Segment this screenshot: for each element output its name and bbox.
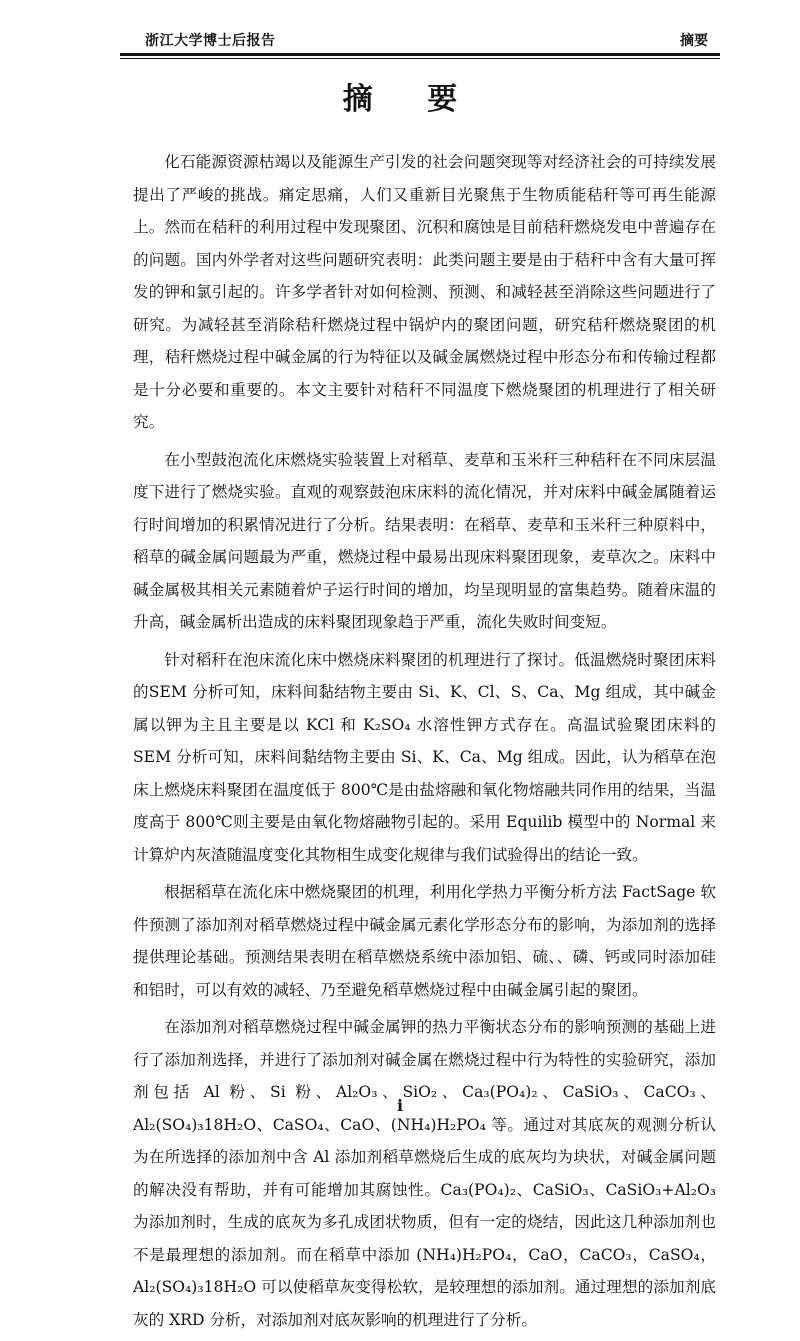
running-header-title: 浙江大学博士后报告 — [145, 33, 276, 49]
page-title: 摘 要 — [342, 82, 480, 117]
abstract-body — [133, 146, 716, 1341]
paragraph-1: 化石能源资源枯竭以及能源生产引发的社会问题突现等对经济社会的可持续发展提出了严峻的挑战。痛定思痛，人们又重新目光聚焦于生物质能秸秆等可再生能源上。然而在秸秆的利用过程中发现聚团、沉积和腐蚀是目前秸秆燃烧发电中普遍存在的问题。国内外学者对这些问题研究表明：此类问题主要是由于秸秆中含有大量可挥发的钾和氯引起的。许多学者针对如何检测、预测、和减轻甚至消除这些问题进行了研究。为减轻甚至消除秸秆燃烧过程中锅炉内的聚团问题，研究秸秆燃烧聚团的机理，秸秆燃烧过程中碱金属的行为特征以及碱金属燃烧过程中形态分布和传输过程都是十分必要和重要的。本文主要针对秸秆不同温度下燃烧聚团的机理进行了相关研究。 — [133, 153, 716, 431]
paragraph-3: 针对稻秆在泡床流化床中燃烧床料聚团的机理进行了探讨。低温燃烧时聚团床料的SEM 分析可知，床料间黏结物主要由 Si、K、Cl、S、Ca、Mg 组成，其中碱金属以钾为主且主要是以 KCl 和 K₂SO₄ 水溶性钾方式存在。高温试验聚团床料的 SEM 分析可知，床料间黏结物主要由 Si、K、Ca、Mg 组成。因此，认为稻草在泡床上燃烧床料聚团在温度低于 800℃是由盐熔融和氧化物熔融共同作用的结果，当温度高于 800℃则主要是由氧化物熔融物引起的。采用 Equilib 模型中的 Normal 来计算炉内灰渣随温度变化其物相生成变化规律与我们试验得出的结论一致。 — [133, 650, 716, 864]
page-number: i — [396, 1096, 404, 1115]
paragraph-2: 在小型鼓泡流化床燃烧实验装置上对稻草、麦草和玉米秆三种秸秆在不同床层温度下进行了燃烧实验。直观的观察鼓泡床床料的流化情况，并对床料中碱金属随着运行时间增加的积累情况进行了分析。结果表明：在稻草、麦草和玉米秆三种原料中，稻草的碱金属问题最为严重，燃烧过程中最易出现床料聚团现象，麦草次之。床料中碱金属极其相关元素随着炉子运行时间的增加，均呈现明显的富集趋势。随着床温的升高，碱金属析出造成的床料聚团现象趋于严重，流化失败时间变短。 — [133, 450, 716, 631]
header-rule-thick — [120, 53, 720, 56]
running-header-section: 摘要 — [680, 33, 708, 49]
header-rule-thin — [120, 58, 720, 59]
paragraph-4: 根据稻草在流化床中燃烧聚团的机理，利用化学热力平衡分析方法 FactSage 软件预测了添加剂对稻草燃烧过程中碱金属元素化学形态分布的影响，为添加剂的选择提供理论基础。预测结果表明在稻草燃烧系统中添加铝、硫、、磷、钙或同时添加硅和铝时，可以有效的减轻、乃至避免稻草燃烧过程中由碱金属引起的聚团。 — [133, 883, 716, 999]
paragraph-5: 在添加剂对稻草燃烧过程中碱金属钾的热力平衡状态分布的影响预测的基础上进行了添加剂选择，并进行了添加剂对碱金属在燃烧过程中行为特性的实验研究，添加剂包括 Al 粉、Si 粉、Al₂O₃、SiO₂、Ca₃(PO₄)₂、CaSiO₃、CaCO₃、Al₂(SO₄)₃18H₂O、CaSO₄、CaO、(NH₄)H₂PO₄ 等。通过对其底灰的观测分析认为在所选择的添加剂中含 Al 添加剂稻草燃烧后生成的底灰均为块状，对碱金属问题的解决没有帮助，并有可能增加其腐蚀性。Ca₃(PO₄)₂、CaSiO₃、CaSiO₃+Al₂O₃ 为添加剂时，生成的底灰为多孔成团状物质，但有一定的烧结，因此这几种添加剂也不是最理想的添加剂。而在稻草中添加 (NH₄)H₂PO₄，CaO，CaCO₃，CaSO₄，Al₂(SO₄)₃18H₂O 可以使稻草灰变得松软，是较理想的添加剂。通过理想的添加剂底灰的 XRD 分析，对添加剂对底灰影响的机理进行了分析。 — [133, 1018, 716, 1329]
